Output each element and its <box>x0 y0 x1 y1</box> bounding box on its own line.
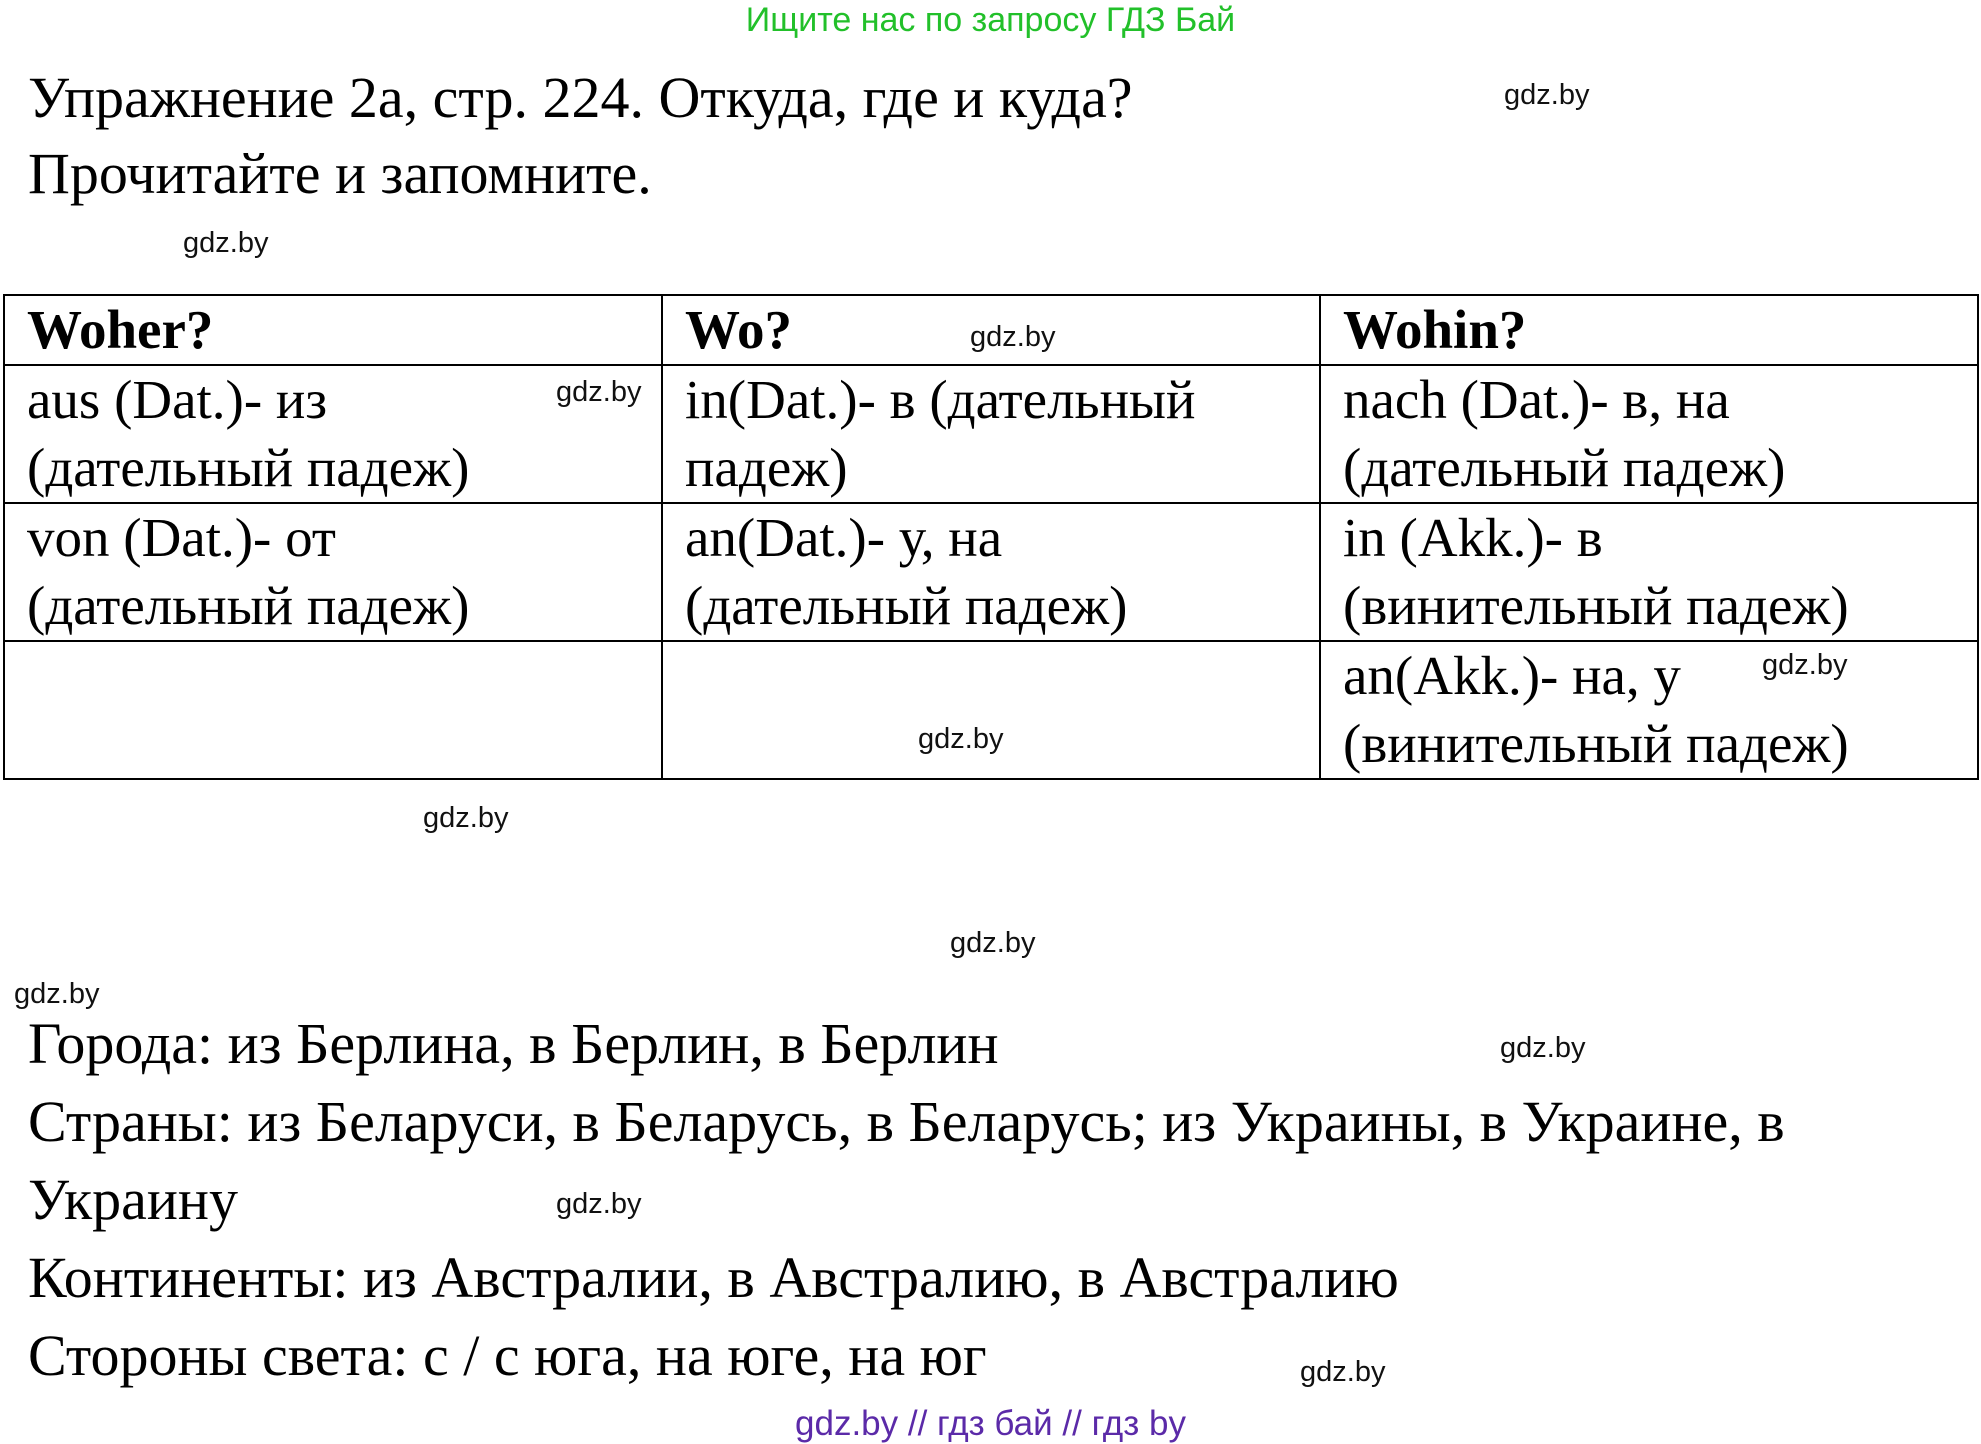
table-cell <box>662 641 1320 779</box>
table-cell: nach (Dat.)- в, на (дательный падеж) <box>1320 365 1978 503</box>
table-cell: in(Dat.)- в (дательный падеж) <box>662 365 1320 503</box>
table-cell: von (Dat.)- от (дательный падеж) <box>4 503 662 641</box>
table-cell: in (Akk.)- в (винительный падеж) <box>1320 503 1978 641</box>
header-wohin: Wohin? <box>1320 295 1978 365</box>
table-cell: an(Dat.)- у, на (дательный падеж) <box>662 503 1320 641</box>
watermark: gdz.by <box>1762 649 1848 681</box>
table-cell <box>4 641 662 779</box>
prepositions-table <box>3 294 1979 780</box>
watermark: gdz.by <box>423 802 509 834</box>
footer-links: gdz.by // гдз бай // гдз by <box>795 1404 1186 1443</box>
table-row <box>4 365 1978 503</box>
exercise-instruction: Прочитайте и запомните. <box>28 141 652 206</box>
watermark: gdz.by <box>918 723 1004 755</box>
watermark: gdz.by <box>556 1188 642 1220</box>
note-continents: Континенты: из Австралии, в Австралию, в Австралию <box>28 1245 1399 1310</box>
note-cities: Города: из Берлина, в Берлин, в Берлин <box>28 1011 999 1076</box>
watermark: gdz.by <box>1300 1356 1386 1388</box>
note-countries-line1: Страны: из Беларуси, в Беларусь, в Беларусь; из Украины, в Украине, в <box>28 1089 1785 1154</box>
table-row <box>4 641 1978 779</box>
watermark: gdz.by <box>1504 79 1590 111</box>
watermark: gdz.by <box>1500 1032 1586 1064</box>
watermark: gdz.by <box>556 376 642 408</box>
table-cell: an(Akk.)- на, у (винительный падеж) <box>1320 641 1978 779</box>
watermark: gdz.by <box>14 978 100 1010</box>
table-row <box>4 503 1978 641</box>
watermark: gdz.by <box>950 927 1036 959</box>
exercise-title: Упражнение 2а, стр. 224. Откуда, где и куда? <box>28 65 1133 130</box>
top-banner: Ищите нас по запросу ГДЗ Бай <box>745 1 1236 39</box>
note-countries-line2: Украину <box>28 1167 238 1232</box>
watermark: gdz.by <box>183 227 269 259</box>
note-directions: Стороны света: с / с юга, на юге, на юг <box>28 1323 987 1388</box>
header-woher: Woher? <box>4 295 662 365</box>
watermark: gdz.by <box>970 321 1056 353</box>
table-cell: aus (Dat.)- из (дательный падеж) <box>4 365 662 503</box>
header-wo: Wo? <box>662 295 1320 365</box>
